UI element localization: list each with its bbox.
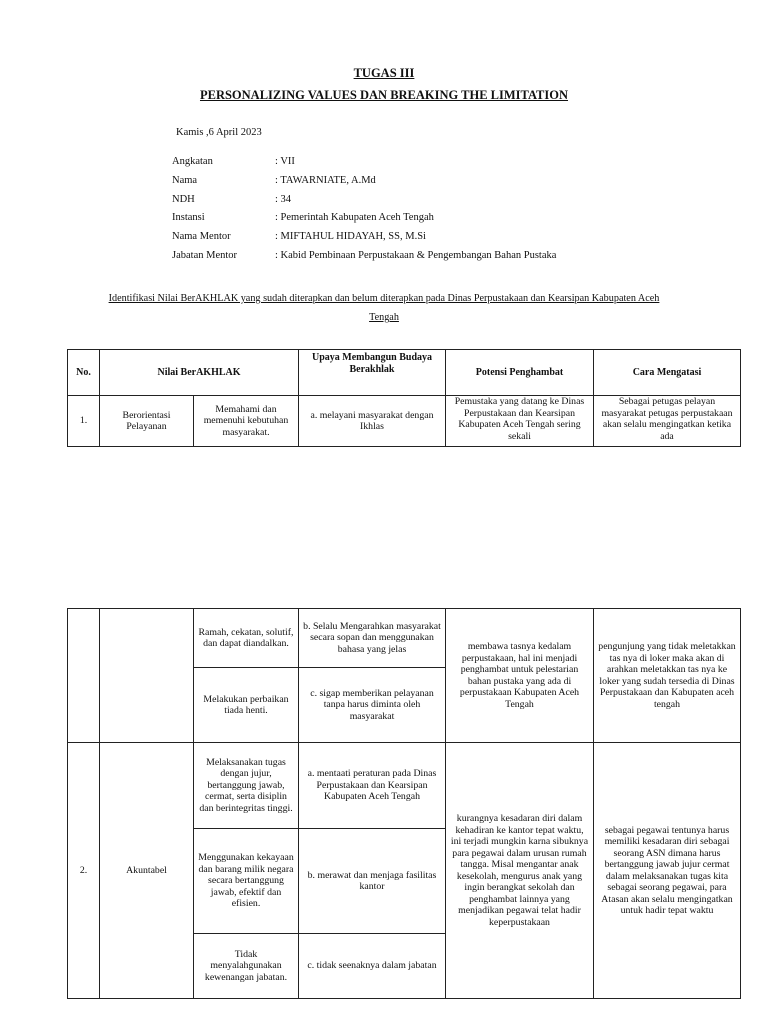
document-title: TUGAS III xyxy=(353,66,415,80)
cara-cell: pengunjung yang tidak meletakkan tas nya di loker maka akan di arahkan meletakkan tas nya ke loker yang sudah tersedia di Dinas Perpustakaan dan Kabupaten aceh tengah xyxy=(594,609,741,743)
header-upaya: Upaya Membangun Budaya Berakhlak xyxy=(299,350,446,396)
sub-nilai-cell: Memahami dan memenuhi kebutuhan masyarakat. xyxy=(194,396,299,447)
potensi-cell: membawa tasnya kedalam perpustakaan, hal ini menjadi penghambat untuk pelestarian bahan pustaka yang ada di perpustakaan Kabupaten Aceh Tengah xyxy=(446,609,594,743)
upaya-cell: a. melayani masyarakat dengan Ikhlas xyxy=(299,396,446,447)
info-value: : Pemerintah Kabupaten Aceh Tengah xyxy=(275,212,434,223)
info-label: Jabatan Mentor xyxy=(172,250,238,261)
potensi-cell: kurangnya kesadaran diri dalam kehadiran ke kantor tepat waktu, ini terjadi mungkin karna sibuknya para pegawai dalam urusan rumah tangga. Misal mengantar anak kesekolah, mengurus anak yang ingin berangkat sekolah dan penghambat lainnya yang menjadikan pegawai telat hadir keperpustakaan xyxy=(446,743,594,999)
info-value: : Kabid Pembinaan Perpustakaan & Pengembangan Bahan Pustaka xyxy=(275,250,557,261)
section-heading-line1: Identifikasi Nilai BerAKHLAK yang sudah diterapkan dan belum diterapkan pada Dinas Perpustakaan dan Kearsipan Kabupaten Aceh xyxy=(108,293,660,304)
upaya-cell: b. merawat dan menjaga fasilitas kantor xyxy=(299,829,446,934)
document-date: Kamis ,6 April 2023 xyxy=(176,127,262,138)
cara-cell: sebagai pegawai tentunya harus memiliki kesadaran diri sebagai seorang ASN dimana harus bertanggung jawab jujur cermat dalam melaksanakan tugas kita sebagai seorang pegawai, para Atasan akan selalu mengingatkan untuk hadir tepat waktu xyxy=(594,743,741,999)
upaya-cell: a. mentaati peraturan pada Dinas Perpustakaan dan Kearsipan Kabupaten Aceh Tengah xyxy=(299,743,446,829)
nilai-cell-empty xyxy=(100,609,194,743)
info-label: Nama Mentor xyxy=(172,231,231,242)
info-label: Instansi xyxy=(172,212,205,223)
nilai-cell: Berorientasi Pelayanan xyxy=(100,396,194,447)
info-value: : 34 xyxy=(275,194,292,205)
berakhlak-table-part2 xyxy=(67,608,741,999)
cara-cell: Sebagai petugas pelayan masyarakat petugas perpustakaan akan selalu mengingatkan ketika ada xyxy=(594,396,741,447)
header-nilai: Nilai BerAKHLAK xyxy=(100,350,299,396)
row-number: 1. xyxy=(68,396,100,447)
info-value: : MIFTAHUL HIDAYAH, SS, M.Si xyxy=(275,231,426,242)
row-number-empty xyxy=(68,609,100,743)
sub-nilai-cell: Ramah, cekatan, solutif, dan dapat diandalkan. xyxy=(194,609,299,668)
document-subtitle: PERSONALIZING VALUES DAN BREAKING THE LIMITATION xyxy=(199,88,569,102)
info-value: : TAWARNIATE, A.Md xyxy=(275,175,376,186)
upaya-cell: c. sigap memberikan pelayanan tanpa harus diminta oleh masyarakat xyxy=(299,668,446,743)
info-value: : VII xyxy=(275,156,295,167)
table-row xyxy=(68,396,741,447)
sub-nilai-cell: Menggunakan kekayaan dan barang milik negara secara bertanggung jawab, efektif dan efisien. xyxy=(194,829,299,934)
header-no: No. xyxy=(68,350,100,396)
berakhlak-table-part1 xyxy=(67,349,741,447)
section-heading-line2: Tengah xyxy=(369,312,399,323)
info-label: Angkatan xyxy=(172,156,213,167)
upaya-cell: b. Selalu Mengarahkan masyarakat secara sopan dan menggunakan bahasa yang jelas xyxy=(299,609,446,668)
sub-nilai-cell: Melaksanakan tugas dengan jujur, bertanggung jawab, cermat, serta disiplin dan berintegritas tinggi. xyxy=(194,743,299,829)
header-cara: Cara Mengatasi xyxy=(594,350,741,396)
info-label: NDH xyxy=(172,194,195,205)
row-number: 2. xyxy=(68,743,100,999)
sub-nilai-cell: Tidak menyalahgunakan kewenangan jabatan. xyxy=(194,934,299,999)
upaya-cell: c. tidak seenaknya dalam jabatan xyxy=(299,934,446,999)
sub-nilai-cell: Melakukan perbaikan tiada henti. xyxy=(194,668,299,743)
table-header-row xyxy=(68,350,741,396)
table-row xyxy=(68,609,741,668)
info-label: Nama xyxy=(172,175,198,186)
potensi-cell: Pemustaka yang datang ke Dinas Perpustakaan dan Kearsipan Kabupaten Aceh Tengah sering sekali xyxy=(446,396,594,447)
table-row xyxy=(68,743,741,829)
header-potensi: Potensi Penghambat xyxy=(446,350,594,396)
nilai-cell: Akuntabel xyxy=(100,743,194,999)
